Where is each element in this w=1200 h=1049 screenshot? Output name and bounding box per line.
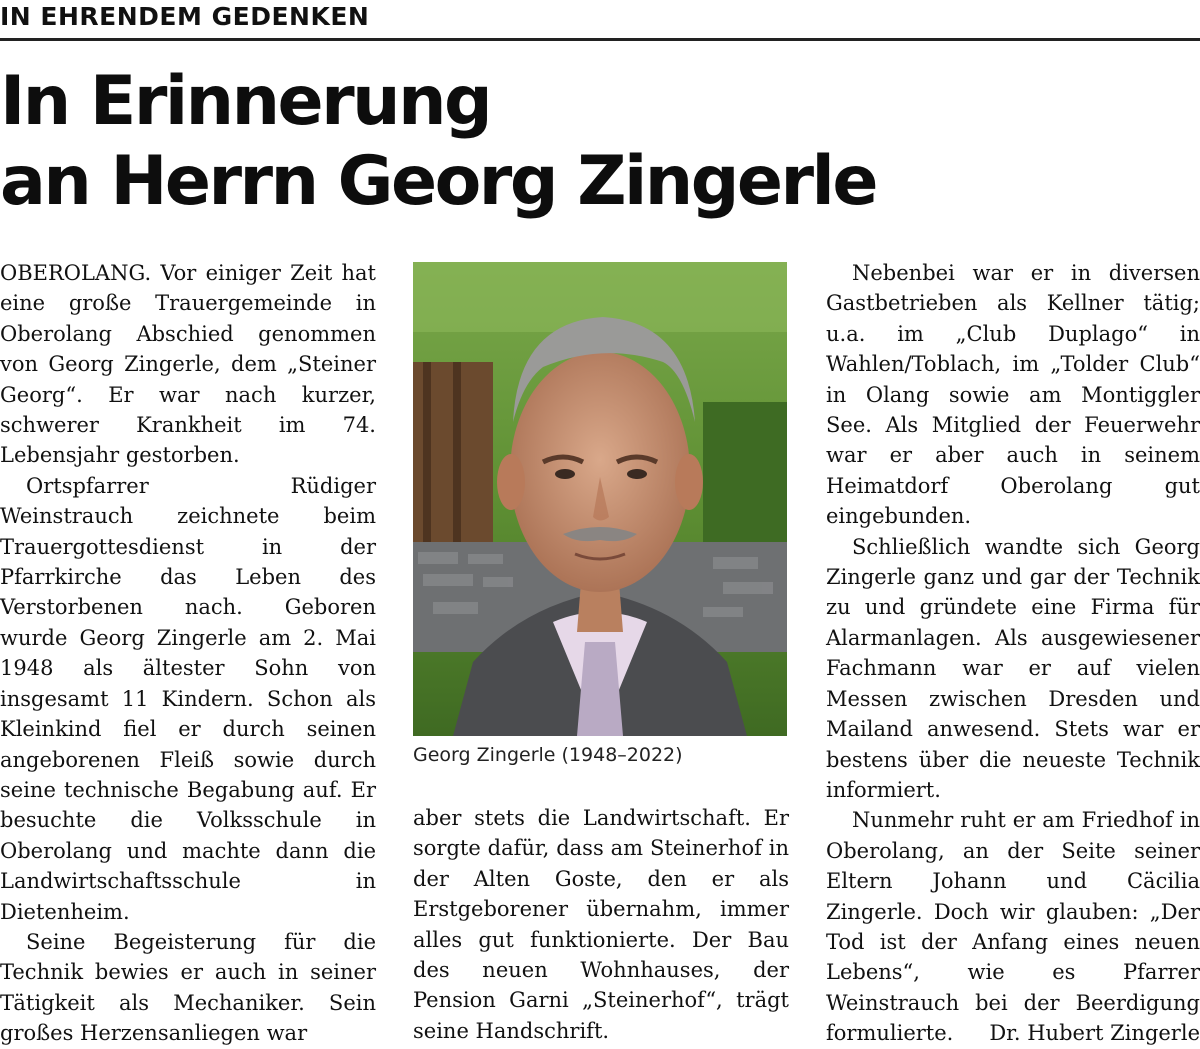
paragraph: Ortspfarrer Rüdiger Weinstrauch zeichnete beim Trauergottesdienst in der Pfarrkirche das Leben des Verstorbenen nach. Geboren wurde Georg Zingerle am 2. Mai 1948 als ältester Sohn von insgesamt 11 Kindern. Schon als Kleinkind fiel er durch seinen angeborenen Fleiß sowie durch seine technische Begabung auf. Er besuchte die Volksschule in Oberolang und machte dann die Landwirtschaftsschule in Dietenheim. [0, 473, 376, 924]
article-column-1 [0, 258, 376, 1049]
section-kicker: IN EHRENDEM GEDENKEN [0, 2, 370, 31]
author-signature: Dr. Hubert Zingerle [989, 1021, 1200, 1046]
paragraph: Schließlich wandte sich Georg Zingerle ganz und gar der Technik zu und gründete eine Firma für Alarmanlagen. Als ausgewiesener Fachmann war er auf vielen Messen zwischen Dresden und Mailand anwesend. Stets war er bestens über die neueste Technik informiert. [826, 534, 1200, 802]
paragraph: OBEROLANG. Vor einiger Zeit hat eine große Trauergemeinde in Oberolang Abschied genommen von Georg Zingerle, dem „Steiner Georg“. Er war nach kurzer, schwerer Krankheit im 74. Lebensjahr gestorben. [0, 261, 376, 468]
closing-text: Nunmehr ruht er am Friedhof in Oberolang, an der Seite seiner Eltern Johann und Cäcilia Zingerle. Doch wir glauben: „Der Tod ist der Anfang eines neuen Lebens“, wie es Pfarrer Weinstrauch bei der Beerdigung formulierte. [826, 808, 1200, 1046]
photo-caption: Georg Zingerle (1948–2022) [413, 744, 683, 766]
headline-line-2: an Herrn Georg Zingerle [0, 142, 876, 221]
headline [0, 62, 876, 222]
paragraph: Nebenbei war er in diversen Gastbetrieben als Kellner tätig; u.a. im „Club Duplago“ in Wahlen/Toblach, im „Tolder Club“ in Olang sowie am Montiggler See. Als Mitglied der Feuerwehr war er aber auch in seinem Heimatdorf Oberolang gut eingebunden. [826, 261, 1200, 529]
article-column-2 [413, 803, 789, 1046]
article-column-3 [826, 258, 1200, 1049]
paragraph [826, 805, 1200, 1048]
headline-line-1: In Erinnerung [0, 62, 491, 141]
paragraph: aber stets die Landwirtschaft. Er sorgte dafür, dass am Steinerhof in der Alten Goste, den er als Erstgeborener übernahm, immer alles gut funktionierte. Der Bau des neuen Wohnhauses, der Pension Garni „Steinerhof“, trägt seine Handschrift. [413, 806, 789, 1043]
kicker-rule [0, 38, 1200, 41]
paragraph: Seine Begeisterung für die Technik bewies er auch in seiner Tätigkeit als Mechaniker. Sein großes Herzensanliegen war [0, 929, 376, 1046]
portrait-illustration [413, 262, 787, 736]
portrait-photo [413, 262, 787, 736]
